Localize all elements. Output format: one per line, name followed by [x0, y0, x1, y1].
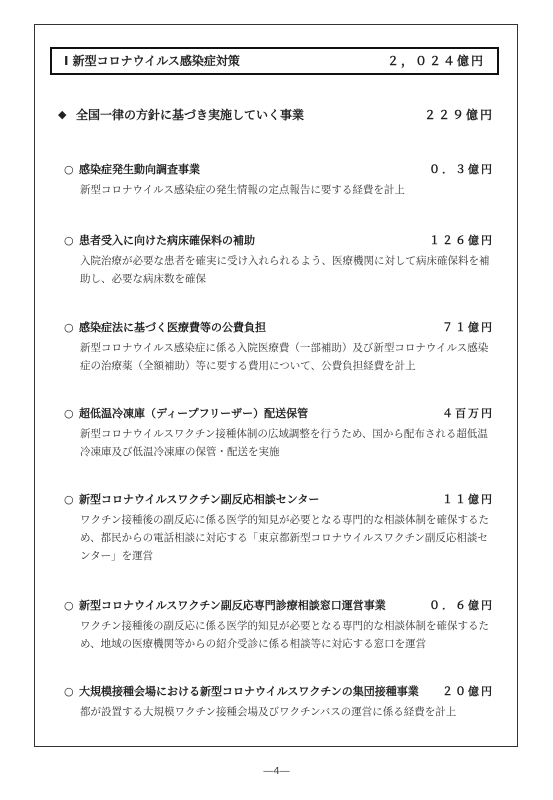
- item-title: 新型コロナウイルスワクチン副反応相談センター: [79, 493, 320, 506]
- item-description: 新型コロナウイルス感染症の発生情報の定点報告に要する経費を計上: [80, 184, 405, 196]
- item-amount: ０．３億円: [429, 163, 494, 176]
- item-heading: [64, 597, 494, 615]
- budget-item-public-expense: [64, 319, 494, 375]
- budget-item-surveillance: [64, 161, 494, 199]
- section-title: Ⅰ 新型コロナウイルス感染症対策: [64, 54, 240, 68]
- item-description: ワクチン接種後の副反応に係る医学的知見が必要となる専門的な相談体制を確保するため、都民からの電話相談に対応する「東京都新型コロナウイルスワクチン副反応相談センター」を運営: [80, 514, 489, 562]
- item-title: 超低温冷凍庫（ディープフリーザー）配送保管: [79, 407, 309, 420]
- item-description: ワクチン接種後の副反応に係る医学的知見が必要となる専門的な相談体制を確保するため、地域の医療機関等からの紹介受診に係る相談等に対応する窓口を運営: [80, 620, 489, 650]
- item-title: 感染症発生動向調査事業: [79, 163, 200, 176]
- item-amount: １１億円: [442, 493, 494, 506]
- circle-bullet-icon: ○: [64, 234, 74, 247]
- diamond-bullet-icon: ◆: [58, 108, 67, 121]
- item-heading: [64, 683, 494, 701]
- item-heading: [64, 161, 494, 179]
- item-title: 患者受入に向けた病床確保料の補助: [79, 234, 255, 247]
- circle-bullet-icon: ○: [64, 685, 74, 698]
- budget-item-mass-vaccination: [64, 683, 494, 721]
- section-amount: ２，０２４億円: [386, 54, 485, 68]
- item-description: 都が設置する大規模ワクチン接種会場及びワクチンバスの運営に係る経費を計上: [80, 706, 457, 718]
- item-title: 大規模接種会場における新型コロナウイルスワクチンの集団接種事業: [79, 685, 419, 698]
- item-description: 新型コロナウイルス感染症に係る入院医療費（一部補助）及び新型コロナウイルス感染症の治療薬（全額補助）等に要する費用について、公費負担経費を計上: [80, 342, 489, 372]
- item-heading: [64, 491, 494, 509]
- item-description: 入院治療が必要な患者を確実に受け入れられるよう、医療機関に対して病床確保料を補助し、必要な病床数を確保: [80, 255, 490, 285]
- item-heading: [64, 405, 494, 423]
- circle-bullet-icon: ○: [64, 599, 74, 612]
- budget-item-bed-securing: [64, 232, 494, 288]
- budget-item-deep-freezer: [64, 405, 494, 461]
- item-amount: ７１億円: [442, 321, 494, 334]
- circle-bullet-icon: ○: [64, 321, 74, 334]
- budget-item-specialist-consultation: [64, 597, 494, 653]
- overview-heading: [58, 105, 494, 125]
- overview-title: 全国一律の方針に基づき実施していく事業: [76, 108, 305, 122]
- item-amount: １２６億円: [429, 234, 494, 247]
- circle-bullet-icon: ○: [64, 407, 74, 420]
- item-amount: ２０億円: [442, 685, 494, 698]
- circle-bullet-icon: ○: [64, 163, 74, 176]
- item-description: 新型コロナウイルスワクチン接種体制の広域調整を行うため、国から配布される超低温冷凍庫及び低温冷凍庫の保管・配送を実施: [80, 428, 488, 458]
- page-number: ―4―: [263, 766, 290, 777]
- circle-bullet-icon: ○: [64, 493, 74, 506]
- section-header: [50, 47, 499, 75]
- item-amount: ４百万円: [442, 407, 494, 420]
- item-title: 感染症法に基づく医療費等の公費負担: [79, 321, 266, 334]
- item-heading: [64, 232, 494, 250]
- item-title: 新型コロナウイルスワクチン副反応専門診療相談窓口運営事業: [79, 599, 386, 612]
- budget-item-side-effect-center: [64, 491, 494, 565]
- overview-amount: ２２９億円: [423, 108, 494, 122]
- item-amount: ０．６億円: [429, 599, 494, 612]
- item-heading: [64, 319, 494, 337]
